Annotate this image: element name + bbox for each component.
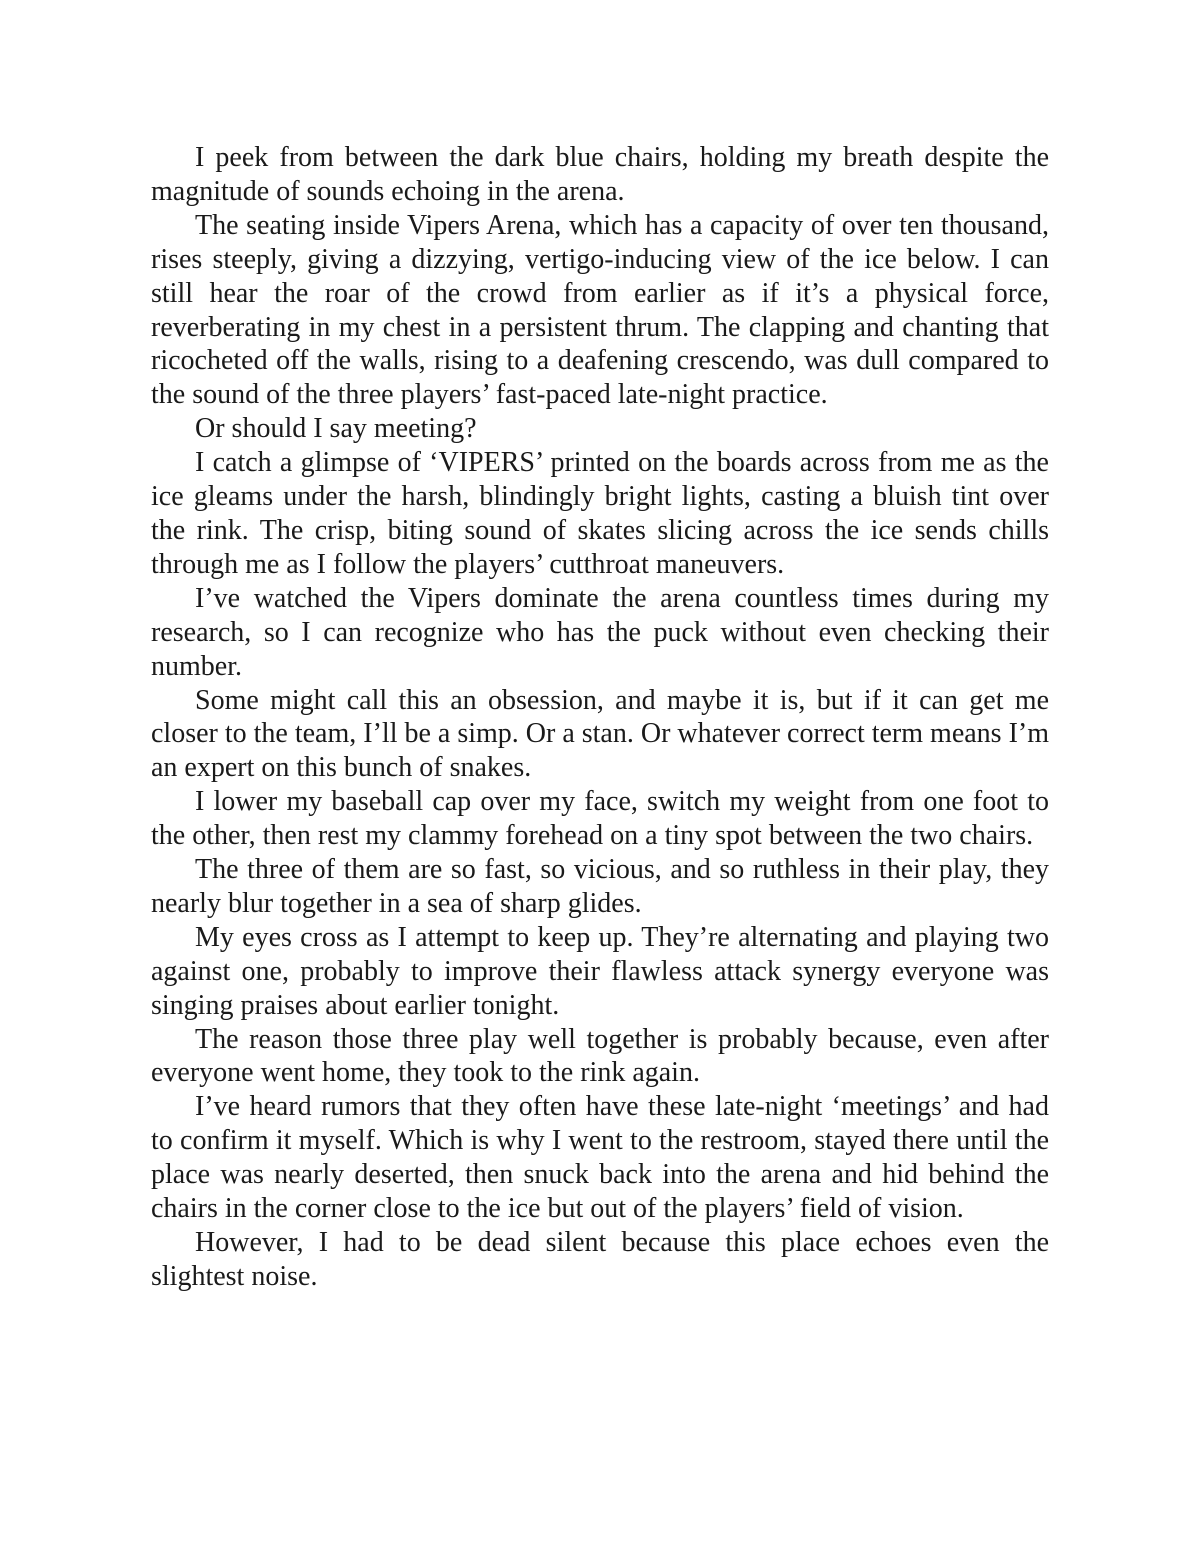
paragraph: My eyes cross as I attempt to keep up. They’re alternating and playing two against one, probably to improve their flawless attack synergy everyone was singing praises about earlier tonight. xyxy=(151,921,1049,1021)
paragraph: I peek from between the dark blue chairs, holding my breath despite the magnitude of sounds echoing in the arena. xyxy=(151,142,1049,207)
paragraph: The three of them are so fast, so vicious, and so ruthless in their play, they nearly blur together in a sea of sharp glides. xyxy=(151,854,1049,919)
paragraph: I lower my baseball cap over my face, switch my weight from one foot to the other, then rest my clammy forehead on a tiny spot between the two chairs. xyxy=(151,786,1049,852)
page-body xyxy=(151,141,1049,1294)
paragraph: The seating inside Vipers Arena, which has a capacity of over ten thousand, rises steeply, giving a dizzying, vertigo-inducing view of the ice below. I can still hear the roar of the crowd from earlier as if it’s a physical force, reverberating in my chest in a persistent thrum. The clapping and chanting that ricocheted off the walls, rising to a deafening crescendo, was dull compared to the sound of the three players’ fast-paced late-night practice. xyxy=(151,209,1049,411)
paragraph: However, I had to be dead silent because this place echoes even the slightest noise. xyxy=(151,1227,1049,1292)
paragraph: The reason those three play well together is probably because, even after everyone went home, they took to the rink again. xyxy=(151,1023,1049,1089)
paragraph: Or should I say meeting? xyxy=(195,413,477,445)
paragraph: I’ve watched the Vipers dominate the arena countless times during my research, so I can recognize who has the puck without even checking their number. xyxy=(151,582,1049,682)
paragraph: I’ve heard rumors that they often have these late-night ‘meetings’ and had to confirm it myself. Which is why I went to the restroom, stayed there until the place was nearly deserted, then snuck back into the arena and hid behind the chairs in the corner close to the ice but out of the players’ field of vision. xyxy=(151,1091,1049,1225)
paragraph: I catch a glimpse of ‘VIPERS’ printed on the boards across from me as the ice gleams under the harsh, blindingly bright lights, casting a bluish tint over the rink. The crisp, biting sound of skates slicing across the ice sends chills through me as I follow the players’ cutthroat maneuvers. xyxy=(151,447,1049,580)
paragraph: Some might call this an obsession, and maybe it is, but if it can get me closer to the team, I’ll be a simp. Or a stan. Or whatever correct term means I’m an expert on this bunch of snakes. xyxy=(151,684,1049,784)
